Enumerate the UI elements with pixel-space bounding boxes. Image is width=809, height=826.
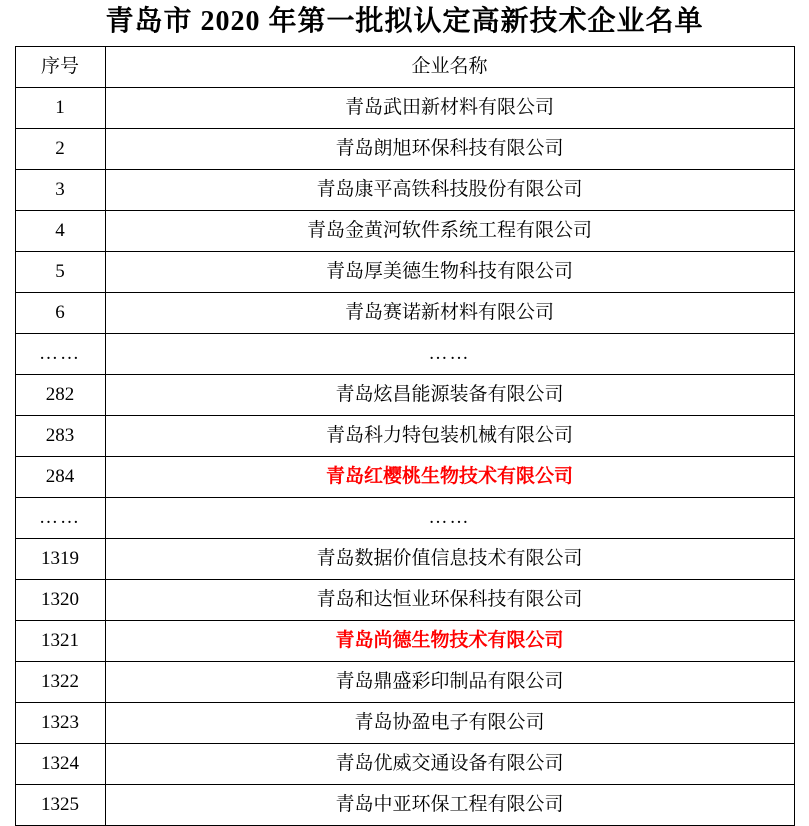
column-header-name: 企业名称 xyxy=(105,47,794,88)
row-enterprise-name-cell: 青岛厚美德生物科技有限公司 xyxy=(105,252,794,293)
table-row xyxy=(15,621,794,662)
row-enterprise-name-cell: 青岛武田新材料有限公司 xyxy=(105,88,794,129)
table-row xyxy=(15,703,794,744)
table-row xyxy=(15,539,794,580)
row-enterprise-name-cell: 青岛赛诺新材料有限公司 xyxy=(105,293,794,334)
table-row xyxy=(15,498,794,539)
table-row xyxy=(15,580,794,621)
row-enterprise-name-cell: 青岛尚德生物技术有限公司 xyxy=(105,621,794,662)
row-index-cell: 282 xyxy=(15,375,105,416)
table-header xyxy=(15,47,794,88)
table-row xyxy=(15,252,794,293)
table-row xyxy=(15,375,794,416)
row-enterprise-name-cell: …… xyxy=(105,498,794,539)
row-index-cell: 1321 xyxy=(15,621,105,662)
row-enterprise-name-cell: 青岛和达恒业环保科技有限公司 xyxy=(105,580,794,621)
table-row xyxy=(15,744,794,785)
table-header-row xyxy=(15,47,794,88)
row-enterprise-name-cell: 青岛红樱桃生物技术有限公司 xyxy=(105,457,794,498)
row-index-cell: …… xyxy=(15,498,105,539)
page-title: 青岛市 2020 年第一批拟认定高新技术企业名单 xyxy=(105,6,704,37)
row-enterprise-name-cell: …… xyxy=(105,334,794,375)
row-index-cell: 1320 xyxy=(15,580,105,621)
row-index-cell: …… xyxy=(15,334,105,375)
column-header-index: 序号 xyxy=(15,47,105,88)
table-row xyxy=(15,416,794,457)
table-row xyxy=(15,293,794,334)
table-row xyxy=(15,457,794,498)
row-enterprise-name-cell: 青岛协盈电子有限公司 xyxy=(105,703,794,744)
row-enterprise-name-cell: 青岛优威交通设备有限公司 xyxy=(105,744,794,785)
row-index-cell: 5 xyxy=(15,252,105,293)
table-row xyxy=(15,334,794,375)
row-enterprise-name-cell: 青岛中亚环保工程有限公司 xyxy=(105,785,794,826)
row-index-cell: 3 xyxy=(15,170,105,211)
row-index-cell: 1323 xyxy=(15,703,105,744)
row-index-cell: 1322 xyxy=(15,662,105,703)
row-index-cell: 1319 xyxy=(15,539,105,580)
row-enterprise-name-cell: 青岛朗旭环保科技有限公司 xyxy=(105,129,794,170)
table-row xyxy=(15,662,794,703)
enterprise-list-table xyxy=(15,46,795,826)
row-index-cell: 1324 xyxy=(15,744,105,785)
row-index-cell: 284 xyxy=(15,457,105,498)
row-index-cell: 4 xyxy=(15,211,105,252)
row-index-cell: 6 xyxy=(15,293,105,334)
row-index-cell: 1 xyxy=(15,88,105,129)
table-row xyxy=(15,211,794,252)
row-enterprise-name-cell: 青岛科力特包装机械有限公司 xyxy=(105,416,794,457)
table-row xyxy=(15,129,794,170)
row-enterprise-name-cell: 青岛数据价值信息技术有限公司 xyxy=(105,539,794,580)
table-row xyxy=(15,88,794,129)
table-body xyxy=(15,88,794,826)
row-index-cell: 283 xyxy=(15,416,105,457)
row-enterprise-name-cell: 青岛金黄河软件系统工程有限公司 xyxy=(105,211,794,252)
table-row xyxy=(15,170,794,211)
row-index-cell: 2 xyxy=(15,129,105,170)
row-enterprise-name-cell: 青岛炫昌能源装备有限公司 xyxy=(105,375,794,416)
row-index-cell: 1325 xyxy=(15,785,105,826)
row-enterprise-name-cell: 青岛鼎盛彩印制品有限公司 xyxy=(105,662,794,703)
row-enterprise-name-cell: 青岛康平高铁科技股份有限公司 xyxy=(105,170,794,211)
table-row xyxy=(15,785,794,826)
